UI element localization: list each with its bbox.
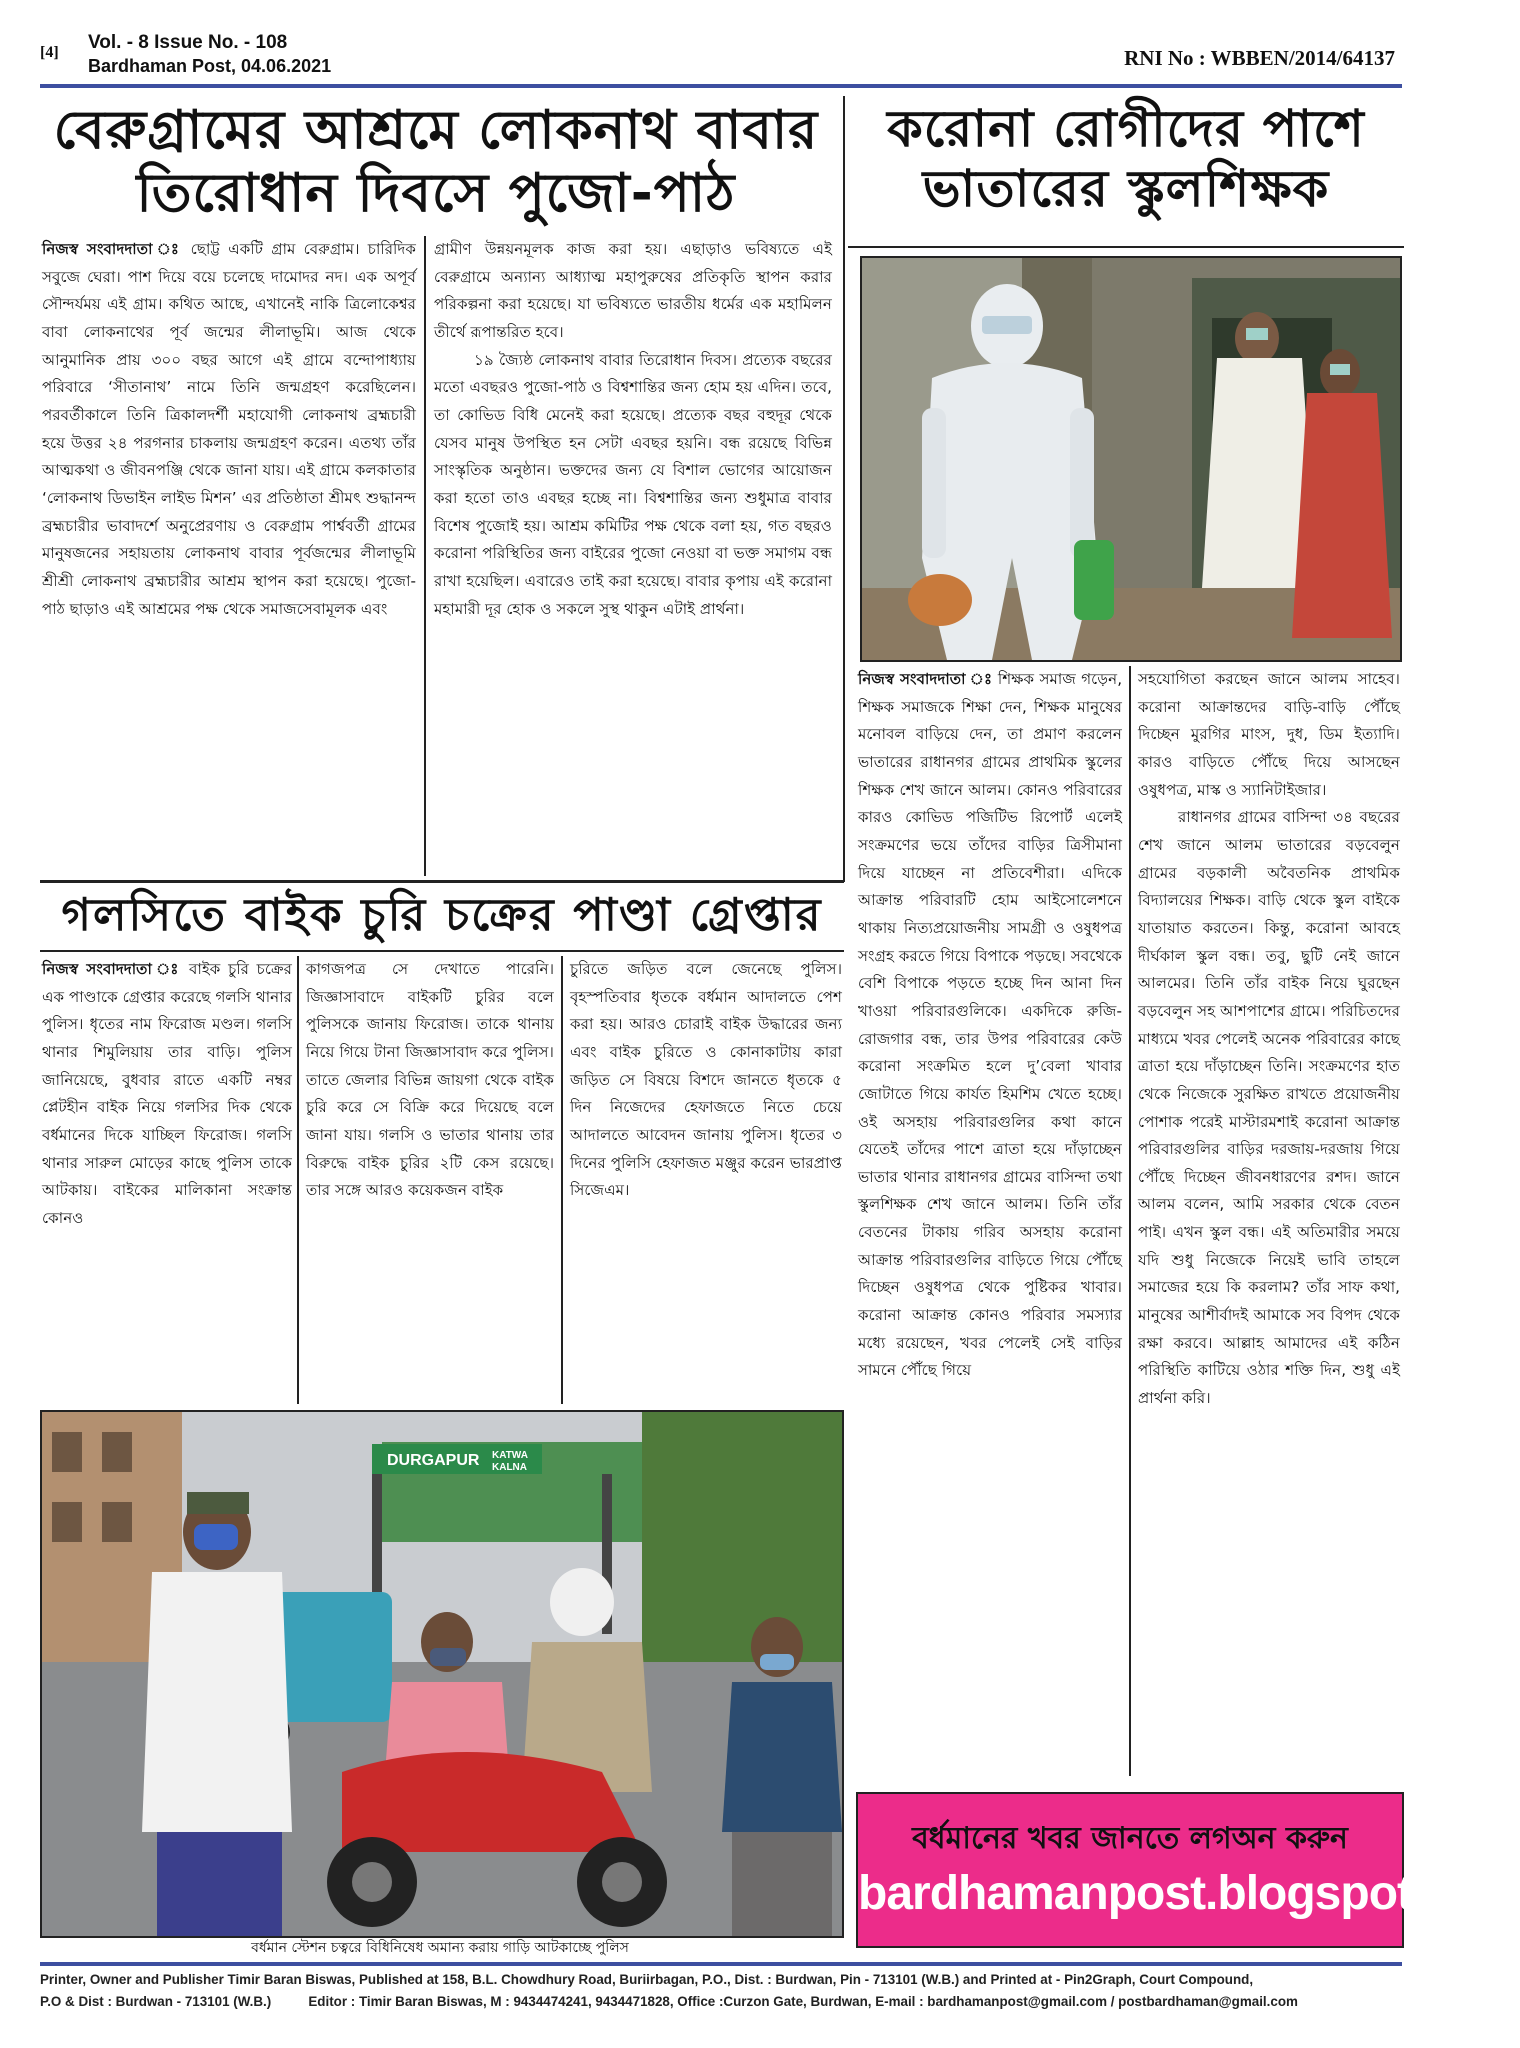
story1-bottom-rule bbox=[40, 880, 844, 883]
story2-col1-text: শিক্ষক সমাজ গড়েন, শিক্ষক সমাজকে শিক্ষা দেন, শিক্ষক মানুষের মনোবল বাড়িয়ে দেন, তা প্রমাণ করলেন ভাতারের রাধানগর গ্রামের প্রাথমিক স্কুলের শিক্ষক শেখ জানে আলম। কোনও পরিবারের কারও কোভিড পজিটিভ রিপোর্ট এলেই সংক্রমণের ভয়ে তাঁদের বাড়ির ত্রিসীমানা দিয়ে যাচ্ছেন না প্রতিবেশীরা। এদিকে আক্রান্ত পরিবারটি হোম আইসোলেশনে থাকায় নিত্যপ্রয়োজনীয় সামগ্রী ও ওষুধপত্র সংগ্রহ করতে গিয়ে বিপাকে পড়ছে। সবথেকে বেশি বিপাকে পড়তে হচ্ছে দিন আনা দিন খাওয়া পরিবারগুলিকে। একদিকে রুজি-রোজগার বন্ধ, তার উপর পরিবারের কেউ করোনা সংক্রমিত হলে দু’বেলা খাবার জোটাতে গিয়ে কার্যত হিমশিম খেতে হচ্ছে। ওই অসহায় পরিবারগুলির কথা কানে যেতেই তাঁদের পাশে ত্রাতা হয়ে দাঁড়াচ্ছেন ভাতার থানার রাধানগর গ্রামের বাসিন্দা তথা স্কুলশিক্ষক শেখ জানে আলম। তিনি তাঁর বেতনের টাকায় গরিব অসহায় করোনা আক্রান্ত পরিবারগুলির বাড়িতে গিয়ে পৌঁছে দিচ্ছেন ওষুধপত্র থেকে পুষ্টিকর খাবার। করোনা আক্রান্ত কোনও পরিবার সমস্যার মধ্যে রয়েছেন, খবর পেলেই সেই বাড়ির সামনে পৌঁছে গিয়ে bbox=[858, 670, 1123, 1380]
story1-headline bbox=[44, 100, 828, 225]
story1-column-divider bbox=[424, 236, 426, 876]
street-photo-illustration bbox=[42, 1412, 842, 1936]
street-photo-caption: বর্ধমান স্টেশন চত্বরে বিধিনিষেধ অমান্য করায় গাড়ি আটকাচ্ছে পুলিস bbox=[251, 1940, 629, 1956]
advert-line-1: বর্ধমানের খবর জানতে লগঅন করুন bbox=[912, 1821, 1348, 1856]
footer-rule bbox=[40, 1962, 1402, 1966]
story2-headline-rule bbox=[848, 246, 1404, 248]
story1-col2-para2: ১৯ জ্যৈষ্ঠ লোকনাথ বাবার তিরোধান দিবস। প্রত্যেক বছরের মতো এবছরও পুজো-পাঠ ও বিশ্বশান্তির জন্য হোম হয় এদিন। তবে, তা কোভিড বিধি মেনেই করা হয়েছে। প্রত্যেক বছর বহুদূর থেকে যেসব মানুষ উপস্থিত হন সেটা এবছর হয়নি। বন্ধ রয়েছে বিভিন্ন সাংস্কৃতিক অনুষ্ঠান। ভক্তদের জন্য যে বিশাল ভোগের আয়োজন করা হতো তাও এবছর হচ্ছে না। বিশ্বশান্তির জন্য শুধুমাত্র বাবার বিশেষ পুজোই হয়। আশ্রম কমিটির পক্ষ থেকে বলা হয়, গত বছরও করোনা পরিস্থিতির জন্য বাইরের পুজো নেওয়া বা ভক্ত সমাগম বন্ধ রাখা হয়েছিল। এবারেও তাই করা হয়েছে। বাবার কৃপায় এই করোনা মহামারী দূর হোক ও সকলে সুস্থ থাকুন এটাই প্রার্থনা। bbox=[434, 350, 832, 618]
story1-col2-para1: গ্রামীণ উন্নয়নমূলক কাজ করা হয়। এছাড়াও ভবিষ্যতে এই বেরুগ্রামে অন্যান্য আধ্যাত্ম মহাপুরুষের প্রতিকৃতি স্থাপন করার পরিকল্পনা করা হয়েছে। যা ভবিষ্যতে ভারতীয় ধর্মের এক মহামিলন তীর্থে রূপান্তরিত হবে। bbox=[434, 240, 832, 341]
street-sign-text: DURGAPUR bbox=[387, 1452, 480, 1469]
paper-date: Bardhaman Post, 04.06.2021 bbox=[88, 56, 332, 76]
story2-headline-line1: করোনা রোগীদের পাশে bbox=[887, 100, 1365, 159]
story1-col1-text: ছোট্ট একটি গ্রাম বেরুগ্রাম। চারিদিক সবুজে ঘেরা। পাশ দিয়ে বয়ে চলেছে দামোদর নদ। এক অপূর্ব সৌন্দর্যময় এই গ্রাম। কথিত আছে, এখানেই নাকি ত্রিলোকেশ্বর বাবা লোকনাথের পূর্ব জন্মের লীলাভূমি। আজ থেকে আনুমানিক প্রায় ৩০০ বছর আগে এই গ্রামে বন্দোপাধ্যায় পরিবারে ‘সীতানাথ’ নামে তিনি জন্মগ্রহণ করেছিলেন। পরবর্তীকালে তিনি ত্রিকালদর্শী মহাযোগী লোকনাথ ব্রহ্মচারী হয়ে উত্তর ২৪ পরগনার চাকলায় জন্মগ্রহণ করেন। এতথ্য তাঁর আত্মকথা ও জীবনপঞ্জি থেকে জানা যায়। এই গ্রামে কলকাতার ‘লোকনাথ ডিভাইন লাইভ মিশন’ এর প্রতিষ্ঠাতা শ্রীমৎ শুদ্ধানন্দ ব্রহ্মচারীর ভাবাদর্শে অনুপ্রেরণায় ও বেরুগ্রাম পার্শ্ববর্তী গ্রামের মানুষজনের সহায়তায় লোকনাথ বাবার পূর্বজন্মের লীলাভূমি শ্রীশ্রী লোকনাথ ব্রহ্মচারীর আশ্রম স্থাপন করা হয়েছে। পুজো-পাঠ ছাড়াও এই আশ্রমের পক্ষ থেকে সমাজসেবামূলক এবং bbox=[42, 240, 417, 618]
story3-headline-rule bbox=[40, 950, 844, 952]
main-vertical-divider bbox=[843, 96, 845, 882]
story1-headline-line1: বেরুগ্রামের আশ্রমে লোকনাথ বাবার bbox=[53, 100, 819, 161]
story2-column-1 bbox=[858, 666, 1122, 1784]
story3-divider-2 bbox=[561, 956, 563, 1404]
story2-col2-para2: রাধানগর গ্রামের বাসিন্দা ৩৪ বছরের শেখ জানে আলম ভাতারের বড়বেলুন গ্রামের বড়কালী অবৈতনিক প্রাথমিক বিদ্যালয়ের শিক্ষক। বাড়ি থেকে স্কুল বাইকে যাতায়াত করতেন। কিন্তু, করোনা আবহে দীর্ঘকাল স্কুল বন্ধ। তবু, ছুটি নেই জানে আলমের। তিনি তাঁর বাইক নিয়ে ঘুরছেন বড়বেলুন সহ আশপাশের গ্রামে। পরিচিতদের মাধ্যমে খবর পেলেই অনেক পরিবারের কাছে ত্রাতা হয়ে দাঁড়াচ্ছেন তিনি। সংক্রমণের হাত থেকে নিজেকে সুরক্ষিত রাখতে প্রয়োজনীয় পোশাক পরেই মাস্টারমশাই করোনা আক্রান্ত পরিবারগুলির বাড়ির দরজায়-দরজায় গিয়ে পৌঁছে দিচ্ছেন জীবনধারণের রশদ। জানে আলম বলেন, আমি সরকার থেকে বেতন পাই। এখন স্কুল বন্ধ। এই অতিমারীর সময়ে যদি শুধু নিজেকে নিয়েই ভাবি তাহলে সমাজের হয়ে কি করলাম? তাঁর সাফ কথা, মানুষের আশীর্বাদই আমাকে সব বিপদ থেকে রক্ষা করবে। আল্লাহ আমাদের এই কঠিন পরিস্থিতি কাটিয়ে ওঠার শক্তি দিন, শুধু এই প্রার্থনা করি। bbox=[1138, 808, 1400, 1408]
story2-byline: নিজস্ব সংবাদদাতা ঃ bbox=[858, 670, 993, 688]
street-sign-text-2: KATWA bbox=[492, 1450, 528, 1461]
street-sign-text-3: KALNA bbox=[492, 1462, 527, 1473]
story2-column-divider bbox=[1129, 666, 1131, 1776]
story1-column-2 bbox=[434, 236, 832, 882]
advert-url[interactable]: bardhamanpost.blogspot.com bbox=[858, 1867, 1520, 1920]
masthead-rule bbox=[40, 84, 1402, 88]
story3-col2-text: কাগজপত্র সে দেখাতে পারেনি। জিজ্ঞাসাবাদে বাইকটি চুরির বলে পুলিসকে জানায় ফিরোজ। তাকে থানায় নিয়ে গিয়ে টানা জিজ্ঞাসাবাদ করে পুলিস। তাতে জেলার বিভিন্ন জায়গা থেকে বাইক চুরি করে সে বিক্রি করে দিয়েছে বলে জানা যায়। গলসি ও ভাতার থানায় তার বিরুদ্ধে বাইক চুরির ২টি কেস রয়েছে। তার সঙ্গে আরও কয়েকজন বাইক bbox=[306, 960, 554, 1200]
street-photo bbox=[40, 1410, 844, 1938]
story1-byline: নিজস্ব সংবাদদাতা ঃ bbox=[42, 240, 183, 258]
blog-advert-banner[interactable] bbox=[856, 1792, 1520, 1948]
story3-column-3 bbox=[570, 956, 842, 1406]
volume-issue: Vol. - 8 Issue No. - 108 bbox=[88, 32, 288, 53]
footer-imprint-line-2: P.O & Dist : Burdwan - 713101 (W.B.) Editor : Timir Baran Biswas, M : 9434474241, 9434471828, Office :Curzon Gate, Burdwan, E-mail : bardhamanpost@gmail.com / postbardhaman@gmail.com bbox=[40, 1994, 1298, 2009]
page-number: [4] bbox=[40, 44, 59, 61]
story2-headline bbox=[848, 100, 1404, 220]
story2-col2-para1: সহযোগিতা করছেন জানে আলম সাহেব। করোনা আক্রান্তদের বাড়ি-বাড়ি পৌঁছে দিচ্ছেন মুরগির মাংস, দুধ, ডিম ইত্যাদি। কারও বাড়িতে পৌঁছে দিয়ে আসছেন ওষুধপত্র, মাস্ক ও স্যানিটাইজার। bbox=[1138, 670, 1400, 799]
story3-column-2 bbox=[306, 956, 554, 1406]
teacher-photo bbox=[860, 256, 1402, 662]
story3-col1-text: বাইক চুরি চক্রের এক পাণ্ডাকে গ্রেপ্তার করেছে গলসি থানার পুলিস। ধৃতের নাম ফিরোজ মণ্ডল। গলসি থানার শিমুলিয়ায় তার বাড়ি। পুলিস জানিয়েছে, বুধবার রাতে একটি নম্বর প্লেটহীন বাইক নিয়ে গলসির দিক থেকে বর্ধমানের দিকে যাচ্ছিল ফিরোজ। গলসি থানার সারুল মোড়ের কাছে পুলিস তাকে আটকায়। বাইকের মালিকানা সংক্রান্ত কোনও bbox=[42, 960, 293, 1227]
story3-column-1 bbox=[42, 956, 292, 1406]
teacher-photo-illustration bbox=[862, 258, 1400, 660]
rni-number: RNI No : WBBEN/2014/64137 bbox=[1124, 46, 1395, 70]
story1-headline-line2: তিরোধান দিবসে পুজো-পাঠ bbox=[136, 162, 736, 224]
story3-col3-text: চুরিতে জড়িত বলে জেনেছে পুলিস। বৃহস্পতিবার ধৃতকে বর্ধমান আদালতে পেশ করা হয়। আরও চোরাই বাইক উদ্ধারের জন্য এবং বাইক চুরিতে ও কোনাকাটায় কারা জড়িত সে বিষয়ে বিশদে জানতে ধৃতকে ৫ দিন নিজেদের হেফাজতে নিতে চেয়ে আদালতে আবেদন জানায় পুলিস। ধৃতের ৩ দিনের পুলিসি হেফাজত মঞ্জুর করেন ভারপ্রাপ্ত সিজেএম। bbox=[570, 960, 842, 1200]
story1-column-1 bbox=[42, 236, 416, 882]
story2-column-2 bbox=[1138, 666, 1400, 1784]
footer-imprint-line-1: Printer, Owner and Publisher Timir Baran Biswas, Published at 158, B.L. Chowdhury Road, Buriirbagan, P.O., Dist. : Burdwan, Pin - 713101 (W.B.) and Printed at - Pin2Graph, Court Compound, bbox=[40, 1972, 1254, 1987]
story2-headline-line2: ভাতারের স্কুলশিক্ষক bbox=[922, 160, 1330, 220]
story3-headline: গলসিতে বাইক চুরি চক্রের পাণ্ডা গ্রেপ্তার bbox=[61, 888, 823, 941]
story3-byline: নিজস্ব সংবাদদাতা ঃ bbox=[42, 960, 182, 978]
story3-divider-1 bbox=[297, 956, 299, 1404]
